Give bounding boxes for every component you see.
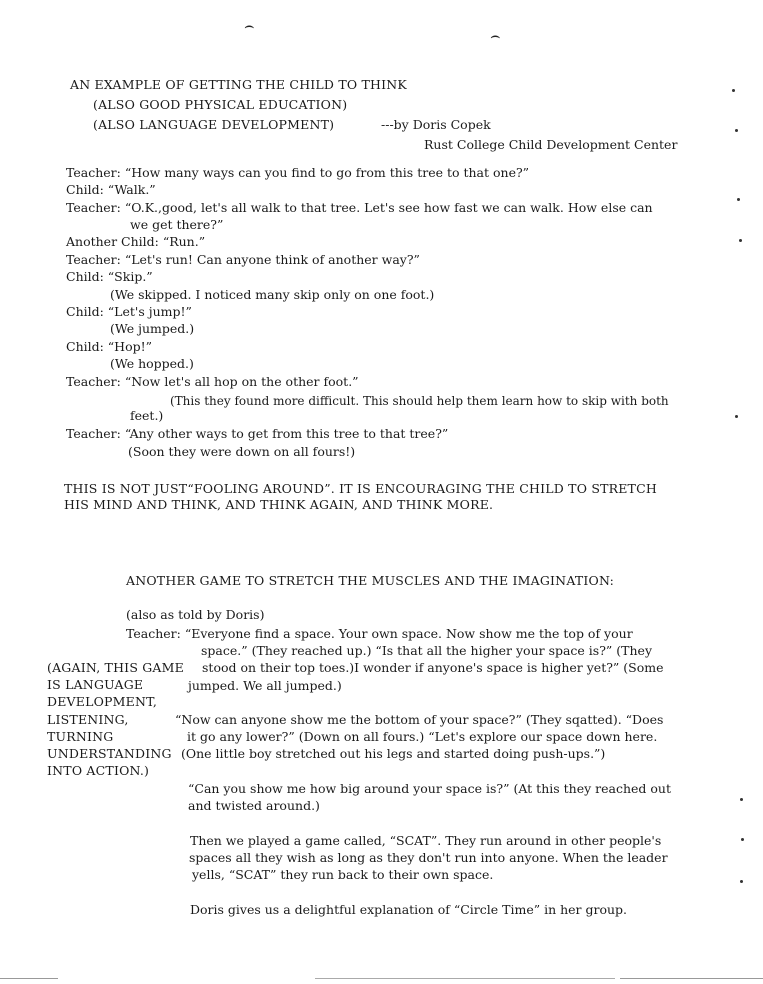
dialogue-line: Child: “Hop!” [66,339,153,354]
subtitle-physical-education: (ALSO GOOD PHYSICAL EDUCATION) [93,97,348,112]
scan-mark: ⌢ [490,26,501,45]
dialogue-note: (We skipped. I noticed many skip only on one foot.) [110,287,435,302]
section-body-line: space.” (They reached up.) “Is that all the higher your space is?” (They [201,643,653,658]
scan-speck [739,239,742,242]
section-body-line: Then we played a game called, “SCAT”. They run around in other people's [190,833,662,848]
byline: ---by Doris Copek [381,117,491,132]
scan-speck [735,129,738,132]
scan-speck [735,415,738,418]
summary-line: HIS MIND AND THINK, AND THINK AGAIN, AND THINK MORE. [64,497,494,512]
scan-speck [741,838,744,841]
scan-edge [315,978,615,979]
section-title: ANOTHER GAME TO STRETCH THE MUSCLES AND THE IMAGINATION: [126,573,615,588]
scan-speck [732,89,735,92]
sidenote-line: TURNING [47,729,114,744]
scan-speck [740,798,743,801]
dialogue-line: Another Child: “Run.” [66,234,206,249]
dialogue-note: (We hopped.) [110,356,194,371]
section-body-line: it go any lower?” (Down on all fours.) “Let's explore our space down here. [187,729,658,744]
section-body-line: and twisted around.) [188,798,320,813]
section-body-line: yells, “SCAT” they run back to their own space. [192,867,494,882]
summary-line: THIS IS NOT JUST“FOOLING AROUND”. IT IS ENCOURAGING THE CHILD TO STRETCH [64,481,657,496]
dialogue-line: Teacher: “Any other ways to get from this tree to that tree?” [66,426,449,441]
dialogue-note: (Soon they were down on all fours!) [128,444,356,459]
scan-speck [740,880,743,883]
dialogue-line: Child: “Let's jump!” [66,304,192,319]
dialogue-line: Teacher: “Let's run! Can anyone think of another way?” [66,252,420,267]
subtitle-language-development: (ALSO LANGUAGE DEVELOPMENT) [93,117,335,132]
sidenote-line: INTO ACTION.) [47,763,150,778]
section-body-line: “Can you show me how big around your space is?” (At this they reached out [188,781,671,796]
section-body-line: stood on their top toes.)I wonder if anyone's space is higher yet?” (Some [202,660,664,675]
page-title: AN EXAMPLE OF GETTING THE CHILD TO THINK [70,77,407,92]
dialogue-line: Teacher: “Now let's all hop on the other foot.” [66,374,359,389]
section-body-line: “Now can anyone show me the bottom of your space?” (They sqatted). “Does [175,712,664,727]
scan-edge [0,978,58,979]
scan-mark: ⌢ [244,16,255,35]
dialogue-line: Teacher: “How many ways can you find to go from this tree to that one?” [66,165,530,180]
told-by: (also as told by Doris) [126,607,265,622]
dialogue-line: we get there?” [130,217,224,232]
dialogue-note: feet.) [130,408,164,423]
sidenote-line: UNDERSTANDING [47,746,172,761]
scan-edge [620,978,763,979]
dialogue-note: (This they found more difficult. This should help them learn how to skip with both [170,394,669,408]
sidenote-line: IS LANGUAGE [47,677,144,692]
sidenote-line: DEVELOPMENT, [47,694,157,709]
dialogue-line: Child: “Skip.” [66,269,153,284]
sidenote-line: (AGAIN, THIS GAME [47,660,184,675]
dialogue-note: (We jumped.) [110,321,195,336]
section-body-line: Doris gives us a delightful explanation of “Circle Time” in her group. [190,902,628,917]
section-body-line: spaces all they wish as long as they don't run into anyone. When the leader [189,850,668,865]
affiliation: Rust College Child Development Center [424,137,678,152]
sidenote-line: LISTENING, [47,712,129,727]
dialogue-line: Teacher: “O.K.,good, let's all walk to that tree. Let's see how fast we can walk. How else can [66,200,653,215]
section-body-line: Teacher: “Everyone find a space. Your own space. Now show me the top of your [126,626,633,641]
scan-speck [737,198,740,201]
dialogue-line: Child: “Walk.” [66,182,156,197]
section-body-line: jumped. We all jumped.) [188,678,342,693]
section-body-line: (One little boy stretched out his legs and started doing push-ups.”) [181,746,606,761]
